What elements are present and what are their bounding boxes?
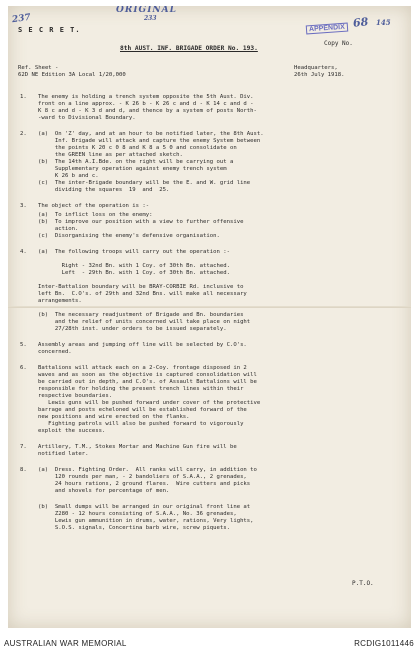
paragraph-6-line: respective boundaries. [38,393,113,399]
paragraph-6-line: barrage and posts echeloned will be established forward of the [38,407,247,413]
order-title-text: 8th AUST. INF. BRIGADE ORDER No. 193. [120,45,258,52]
paragraph-2-line: Inf. Brigade will attack and capture the enemy System between [38,138,261,144]
paragraph-4-line: and the relief of units concerned will take place on night [38,319,251,325]
archive-name: AUSTRALIAN WAR MEMORIAL [4,639,127,648]
paragraph-3-line: (c) Disorganising the enemy's defensive organisation. [38,233,220,239]
paragraph-4-line: 27/28th inst. under orders to be issued separately. [38,326,227,332]
paragraph-2-line: the GREEN line as per attached sketch. [38,152,183,158]
handwritten-appendix-number: 68 [352,15,369,30]
order-date: 26th July 1918. [294,72,345,78]
handwritten-copy-marks: 145 [376,18,391,27]
please-turn-over: P.T.O. [352,580,374,587]
map-reference: 62D NE Edition 3A Local 1/20,000 [18,72,126,78]
paragraph-4-line: (a) The following troops will carry out the operation :- [38,249,230,255]
headquarters-label: Headquarters, [294,65,338,71]
paragraph-number: 2. [20,131,27,137]
handwritten-original-number: 233 [144,15,157,22]
paper-fold [8,306,411,308]
paragraph-6-line: waves and as soon as the objective is captured consolidation will [38,372,257,378]
paragraph-3-line: (a) To inflict loss on the enemy: [38,212,153,218]
paragraph-6-line: exploit the success. [38,428,106,434]
paragraph-8-line: S.O.S. signals, Concertina barb wire, screw piquets. [38,525,230,531]
paragraph-2-line: K 26 b and c. [38,173,99,179]
paragraph-7-line: notified later. [38,451,89,457]
paragraph-8-line: Lewis gun ammunition in drums, water, rations, Very lights, [38,518,254,524]
paragraph-7-line: Artillery, T.M., Stokes Mortar and Machine Gun fire will be [38,444,237,450]
paragraph-6-line: new positions and wire erected on the flanks. [38,414,190,420]
paragraph-3-line: action. [38,226,79,232]
paragraph-3-line: (b) To improve our position with a view to further offensive [38,219,244,225]
paragraph-number: 4. [20,249,27,255]
paragraph-8-line: 120 rounds per man, - 2 bandoliers of S.A.A., 2 grenades, [38,474,247,480]
paragraph-number: 6. [20,365,27,371]
paragraph-8-line: Z280 - 12 hours consisting of S.A.A., No. 36 grenades, [38,511,237,517]
copy-number-label: Copy No. [324,40,353,47]
paragraph-4-line: Right - 32nd Bn. with 1 Coy. of 30th Bn. attached. [38,263,230,269]
paragraph-8-line: (b) Small dumps will be arranged in our original front line at [38,504,251,510]
classification-heading: S E C R E T. [18,26,81,34]
paragraph-6-line: Fighting patrols will also be pushed forward to vigorously [38,421,244,427]
paragraph-2-line: dividing the squares 19 and 25. [38,187,170,193]
paragraph-3-line: The object of the operation is :- [38,203,150,209]
paragraph-6-line: be carried out in depth, and C.O's. of Assault Battalions will be [38,379,257,385]
paragraph-4-line: arrangements. [38,298,82,304]
handwritten-original: ORIGINAL [116,6,177,15]
document-page [8,6,411,628]
paragraph-number: 8. [20,467,27,473]
handwritten-number-left: 237 [11,12,32,26]
appendix-stamp: APPENDIX [306,23,348,35]
paragraph-number: 7. [20,444,27,450]
paragraph-2-line: the points K 20 c 0 8 and K 8 a 5 0 and consolidate on [38,145,237,151]
order-title [120,45,258,52]
ref-sheet-label: Ref. Sheet - [18,65,59,71]
archive-id: RCDIG1011446 [354,639,414,648]
paragraph-5-line: concerned. [38,349,72,355]
paragraph-8-line: and shovels for percentage of men. [38,488,170,494]
paragraph-4-line: Inter-Battalion boundary will be BRAY-CORBIE Rd. inclusive to [38,284,244,290]
paragraph-5-line: Assembly areas and jumping off line will be selected by C.O's. [38,342,247,348]
archive-footer [0,632,420,654]
paragraph-4-line: Left - 29th Bn. with 1 Coy. of 30th Bn. attached. [38,270,230,276]
paragraph-2-line: (b) The 14th A.I.Bde. on the right will be carrying out a [38,159,234,165]
paragraph-2-line: (a) On 'Z' day, and at an hour to be notified later, the 8th Aust. [38,131,264,137]
paragraph-8-line: 24 hours rations, 2 ground flares. Wire cutters and picks [38,481,251,487]
paragraph-number: 3. [20,203,27,209]
paragraph-4-line: (b) The necessary readjustment of Brigade and Bn. boundaries [38,312,244,318]
paragraph-number: 5. [20,342,27,348]
paragraph-8-line: (a) Dress. Fighting Order. All ranks will carry, in addition to [38,467,257,473]
paragraph-4-line: left Bn. C.O's. of 29th and 32nd Bns. will make all necessary [38,291,247,297]
paragraph-6-line: responsible for holding the present trench lines within their [38,386,244,392]
paragraph-1-line: front on a line approx. - K 26 b - K 26 c and d - K 14 c and d - [38,101,254,107]
paragraph-1-line: K 8 c and d - K 3 d and d, and thence by a system of posts North- [38,108,257,114]
paragraph-2-line: Supplementary operation against enemy trench system [38,166,227,172]
paragraph-1-line: The enemy is holding a trench system opposite the 5th Aust. Div. [38,94,254,100]
paragraph-2-line: (c) The inter-Brigade boundary will be the E. and W. grid line [38,180,251,186]
paragraph-6-line: Lewis guns will be pushed forward under cover of the protective [38,400,261,406]
paragraph-1-line: -ward to Divisional Boundary. [38,115,136,121]
paragraph-6-line: Battalions will attack each on a 2-Coy. frontage disposed in 2 [38,365,247,371]
paragraph-number: 1. [20,94,27,100]
